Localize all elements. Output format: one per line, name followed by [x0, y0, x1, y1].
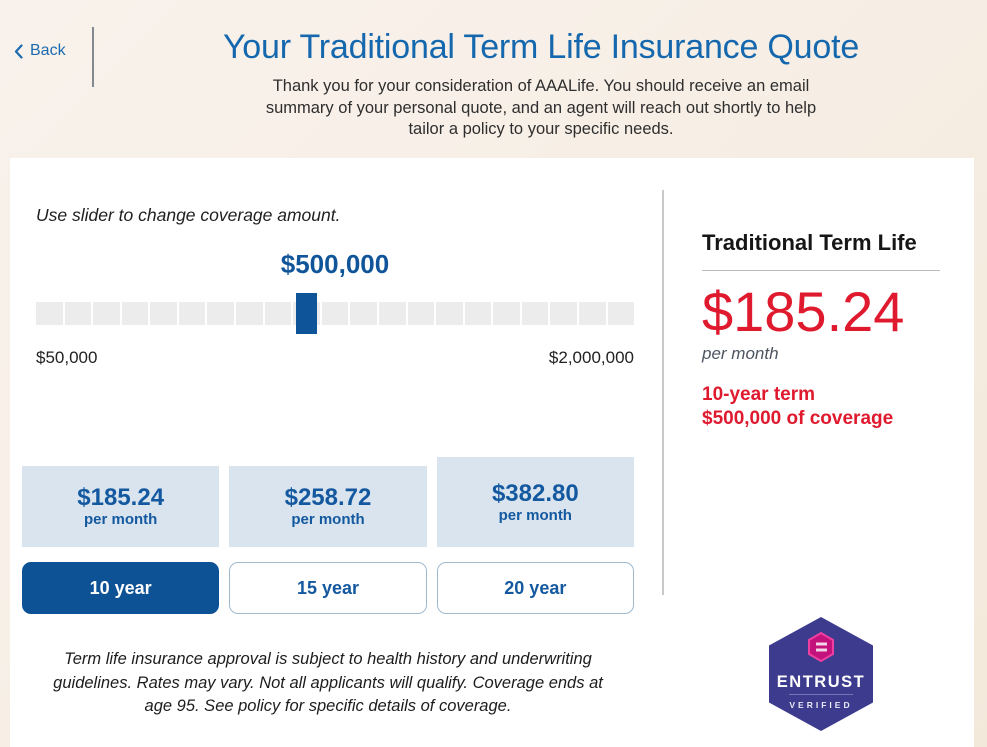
slider-range-labels — [36, 348, 634, 368]
page-header — [0, 0, 987, 158]
price-value: $185.24 — [77, 484, 165, 511]
quote-summary-panel — [663, 158, 984, 731]
disclaimer-line: age 95. See policy for specific details of coverage. — [144, 697, 512, 715]
slider-min-label: $50,000 — [36, 348, 98, 367]
slider-segment[interactable] — [550, 302, 577, 325]
slider-segment[interactable] — [179, 302, 206, 325]
price-card-20-year — [437, 457, 634, 547]
subtitle-line: summary of your personal quote, and an agent will reach out shortly to help — [265, 98, 817, 117]
coverage-amount-value: $500,000 — [280, 249, 390, 279]
slider-segment[interactable] — [150, 302, 177, 325]
coverage-slider — [36, 302, 634, 325]
coverage-line: $500,000 of coverage — [702, 408, 894, 429]
slider-segment[interactable] — [579, 302, 606, 325]
price-value: $382.80 — [491, 479, 579, 507]
header-divider — [92, 27, 94, 87]
price-options-row — [22, 457, 634, 547]
subtitle-line: tailor a policy to your specific needs. — [408, 120, 674, 138]
price-card-15-year — [229, 466, 426, 547]
term-button-15-year[interactable]: 15 year — [229, 562, 426, 614]
back-label: Back — [30, 42, 66, 59]
price-period: per month — [291, 511, 365, 528]
slider-segment[interactable] — [379, 302, 406, 325]
slider-segment[interactable] — [408, 302, 435, 325]
disclaimer-line: guidelines. Rates may vary. Not all applicants will qualify. Coverage ends at — [53, 673, 603, 692]
price-period-label: per month — [702, 344, 779, 363]
page-subtitle — [95, 76, 987, 141]
price-period: per month — [83, 511, 158, 528]
term-buttons-row — [22, 562, 634, 614]
slider-segment[interactable] — [236, 302, 263, 325]
term-length-line: 10-year term — [702, 384, 816, 405]
slider-segment[interactable] — [350, 302, 377, 325]
entrust-verified-badge — [702, 617, 940, 731]
slider-segment[interactable] — [36, 302, 63, 325]
slider-segment[interactable] — [436, 302, 463, 325]
slider-caption: Use slider to change coverage amount. — [36, 205, 341, 225]
page-title: Your Traditional Term Life Insurance Quote — [222, 28, 860, 66]
slider-segment[interactable] — [265, 302, 292, 325]
slider-segment[interactable] — [93, 302, 120, 325]
price-value: $258.72 — [284, 484, 372, 511]
price-card-10-year — [22, 466, 219, 547]
subtitle-line: Thank you for your consideration of AAALife. You should receive an email — [272, 77, 810, 95]
slider-track[interactable] — [36, 302, 634, 325]
slider-segment[interactable] — [322, 302, 349, 325]
slider-max-label: $2,000,000 — [548, 348, 634, 367]
panel-divider — [702, 270, 940, 271]
slider-segment[interactable] — [522, 302, 549, 325]
term-summary — [702, 383, 940, 431]
slider-handle[interactable] — [296, 293, 317, 334]
price-period: per month — [498, 506, 572, 524]
entrust-badge-icon — [769, 617, 873, 731]
slider-segment[interactable] — [122, 302, 149, 325]
badge-brand-text: ENTRUST — [776, 673, 866, 691]
quote-card — [10, 158, 974, 747]
term-button-20-year[interactable]: 20 year — [437, 562, 634, 614]
term-button-10-year[interactable]: 10 year — [22, 562, 219, 614]
disclaimer-line: Term life insurance approval is subject to health history and underwriting — [64, 650, 592, 668]
slider-segment[interactable] — [207, 302, 234, 325]
slider-segment[interactable] — [608, 302, 635, 325]
chevron-left-icon — [14, 44, 23, 59]
slider-segment[interactable] — [493, 302, 520, 325]
monthly-price: $185.24 — [702, 280, 905, 343]
back-button[interactable] — [14, 42, 66, 60]
coverage-section — [10, 158, 662, 719]
slider-segment[interactable] — [65, 302, 92, 325]
disclaimer-text — [22, 648, 634, 719]
badge-status-text: VERIFIED — [789, 700, 853, 710]
product-name: Traditional Term Life — [702, 230, 917, 255]
slider-segment[interactable] — [465, 302, 492, 325]
